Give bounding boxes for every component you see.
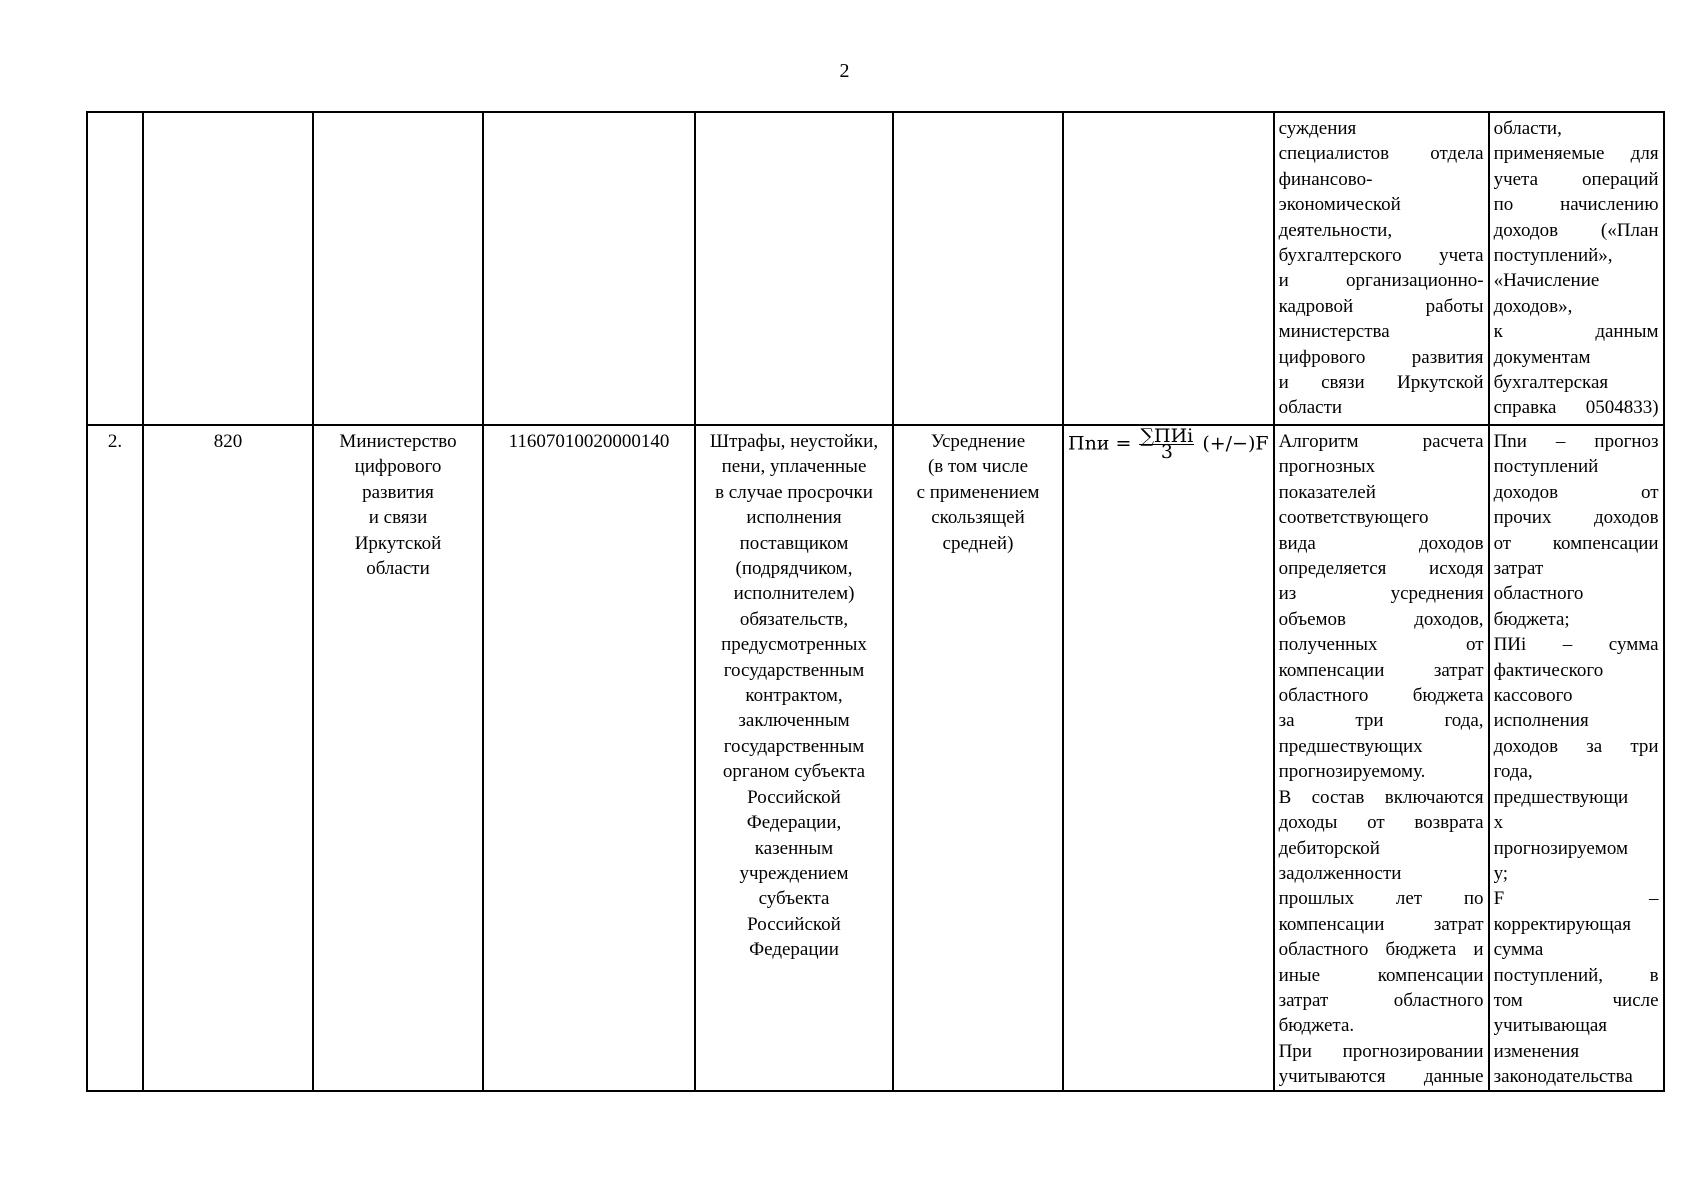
text-line: справка 0504833)	[1493, 397, 1659, 419]
text-line: областного бюджета	[1278, 685, 1484, 707]
text-line: применяемые для	[1493, 143, 1659, 165]
text-line: от компенсации	[1493, 532, 1659, 554]
method-name	[893, 425, 1063, 1091]
formula-denominator: 3	[1160, 441, 1173, 463]
text-line: и организационно-	[1278, 270, 1484, 292]
continuation-notes-cell	[1489, 112, 1664, 425]
cell-empty	[1063, 112, 1274, 425]
text-line: учитываются данные	[1278, 1066, 1484, 1088]
admin-code: 820	[143, 425, 313, 1091]
text-line: бюджета.	[1278, 1015, 1355, 1037]
text-line: областного	[1493, 583, 1584, 605]
algorithm-description	[1274, 425, 1489, 1091]
text-line: казенным	[754, 837, 834, 859]
text-line: законодательства	[1493, 1066, 1633, 1088]
text-line: затрат	[1493, 558, 1544, 580]
text-line: развития	[362, 481, 434, 503]
text-line: областного бюджета и	[1278, 939, 1484, 961]
text-line: При прогнозировании	[1278, 1040, 1484, 1062]
text-line: компенсации затрат	[1278, 913, 1484, 935]
continuation-method-cell	[1274, 112, 1489, 425]
text-line: полученных от	[1278, 634, 1484, 656]
text-line: Российской	[747, 913, 841, 935]
cell-empty	[143, 112, 313, 425]
text-line: определяется исходя	[1278, 558, 1484, 580]
continuation-row	[87, 112, 1664, 425]
text-line: у;	[1493, 862, 1509, 884]
text-line: и связи Иркутской	[1278, 372, 1484, 394]
text-line: исполнения	[746, 507, 842, 529]
text-line: кассового	[1493, 685, 1573, 707]
text-line: государственным	[723, 659, 865, 681]
text-line: Федерации	[749, 939, 839, 961]
text-line: с применением	[916, 481, 1040, 503]
text-line: специалистов отдела	[1278, 143, 1484, 165]
text-line: затрат областного	[1278, 989, 1484, 1011]
text-line: дебиторской	[1278, 837, 1380, 859]
text-line: года,	[1493, 761, 1533, 783]
text-line: прогнозируемом	[1493, 837, 1628, 859]
text-line: учреждением	[739, 862, 849, 884]
formula-fraction	[1139, 425, 1194, 463]
text-line: Российской	[747, 786, 841, 808]
text-line: области	[1278, 397, 1343, 419]
cell-empty	[695, 112, 893, 425]
text-line: «Начисление	[1493, 270, 1600, 292]
text-line: контрактом,	[745, 685, 843, 707]
text-line: поставщиком	[739, 532, 849, 554]
text-line: доходов за три	[1493, 735, 1659, 757]
text-line: суждения	[1278, 118, 1357, 139]
text-line: министерства	[1278, 321, 1390, 343]
text-line: скользящей	[931, 507, 1025, 529]
text-line: задолженности	[1278, 862, 1402, 884]
text-line: иные компенсации	[1278, 964, 1484, 986]
text-line: цифрового	[354, 456, 442, 478]
admin-name	[313, 425, 483, 1091]
text-line: исполнителем)	[733, 583, 855, 605]
formula-lhs: Пnи =	[1068, 432, 1132, 455]
text-line: прочих доходов	[1493, 507, 1659, 529]
text-line: бюджета;	[1493, 608, 1570, 630]
text-line: доходов от	[1493, 481, 1659, 503]
text-line: Усреднение	[930, 431, 1026, 452]
table-row	[87, 425, 1664, 1091]
text-line: (в том числе	[927, 456, 1029, 478]
text-line: Министерство	[339, 431, 457, 452]
text-line: экономической	[1278, 194, 1401, 216]
text-line: бухгалтерского учета	[1278, 245, 1484, 267]
kbk-code: 11607010020000140	[483, 425, 695, 1091]
text-line: поступлений, в	[1493, 964, 1659, 986]
text-line: поступлений	[1493, 456, 1599, 478]
text-line: изменения	[1493, 1040, 1580, 1062]
text-line: по начислению	[1493, 194, 1659, 216]
income-name	[695, 425, 893, 1091]
text-line: (подрядчиком,	[735, 558, 853, 580]
text-line: органом субъекта	[722, 761, 866, 783]
formula-rhs: (+/−)F	[1202, 432, 1269, 455]
text-line: области	[366, 558, 430, 580]
text-line: фактического	[1493, 659, 1604, 681]
text-line: к данным	[1493, 321, 1659, 343]
text-line: области,	[1493, 118, 1562, 139]
text-line: доходы от возврата	[1278, 812, 1484, 834]
text-line: объемов доходов,	[1278, 608, 1484, 630]
text-line: сумма	[1493, 939, 1544, 961]
text-line: прогнозируемому.	[1278, 761, 1426, 783]
cell-empty	[893, 112, 1063, 425]
text-line: деятельности,	[1278, 219, 1393, 241]
cell-empty	[483, 112, 695, 425]
text-line: Алгоритм расчета	[1278, 431, 1484, 452]
text-line: учета операций	[1493, 168, 1659, 190]
text-line: F –	[1493, 888, 1659, 910]
text-line: прошлых лет по	[1278, 888, 1484, 910]
text-line: прогнозных	[1278, 456, 1376, 478]
text-line: и связи	[368, 507, 428, 529]
text-line: Пnи – прогноз	[1493, 431, 1659, 452]
forecast-formula	[1063, 425, 1274, 1091]
text-line: Федерации,	[746, 812, 842, 834]
text-line: Иркутской	[354, 532, 442, 554]
text-line: заключенным	[738, 710, 850, 732]
page-number: 2	[839, 60, 850, 82]
formula-notes	[1489, 425, 1664, 1091]
text-line: бухгалтерская	[1493, 372, 1609, 394]
text-line: финансово-	[1278, 168, 1373, 190]
text-line: цифрового развития	[1278, 346, 1484, 368]
text-line: доходов («План	[1493, 219, 1659, 241]
text-line: субъекта	[758, 888, 830, 910]
text-line: х	[1493, 812, 1504, 834]
text-line: ПИi – сумма	[1493, 634, 1659, 656]
text-line: из усреднения	[1278, 583, 1484, 605]
text-line: поступлений»,	[1493, 245, 1613, 267]
formula-numerator: ∑ПИi	[1140, 425, 1194, 447]
text-line: доходов»,	[1493, 295, 1573, 317]
text-line: предшествующих	[1278, 735, 1423, 757]
text-line: документам	[1493, 346, 1591, 368]
text-line: предусмотренных	[721, 634, 867, 656]
text-line: исполнения	[1493, 710, 1589, 732]
text-line: государственным	[723, 735, 865, 757]
text-line: Штрафы, неустойки,	[709, 431, 879, 452]
text-line: в случае просрочки	[715, 481, 873, 503]
text-line: средней)	[942, 532, 1014, 554]
text-line: кадровой работы	[1278, 295, 1484, 317]
text-line: показателей	[1278, 481, 1376, 503]
methodology-table	[86, 111, 1665, 1092]
text-line: В состав включаются	[1278, 786, 1484, 808]
text-line: предшествующи	[1493, 786, 1629, 808]
text-line: том числе	[1493, 989, 1659, 1011]
text-line: вида доходов	[1278, 532, 1484, 554]
text-line: обязательств,	[739, 608, 849, 630]
text-line: учитывающая	[1493, 1015, 1608, 1037]
text-line: компенсации затрат	[1278, 659, 1484, 681]
text-line: пени, уплаченные	[721, 456, 867, 478]
row-number: 2.	[87, 425, 143, 1091]
text-line: соответствующего	[1278, 507, 1429, 529]
text-line: за три года,	[1278, 710, 1484, 732]
cell-empty	[313, 112, 483, 425]
cell-empty	[87, 112, 143, 425]
text-line: корректирующая	[1493, 913, 1631, 935]
